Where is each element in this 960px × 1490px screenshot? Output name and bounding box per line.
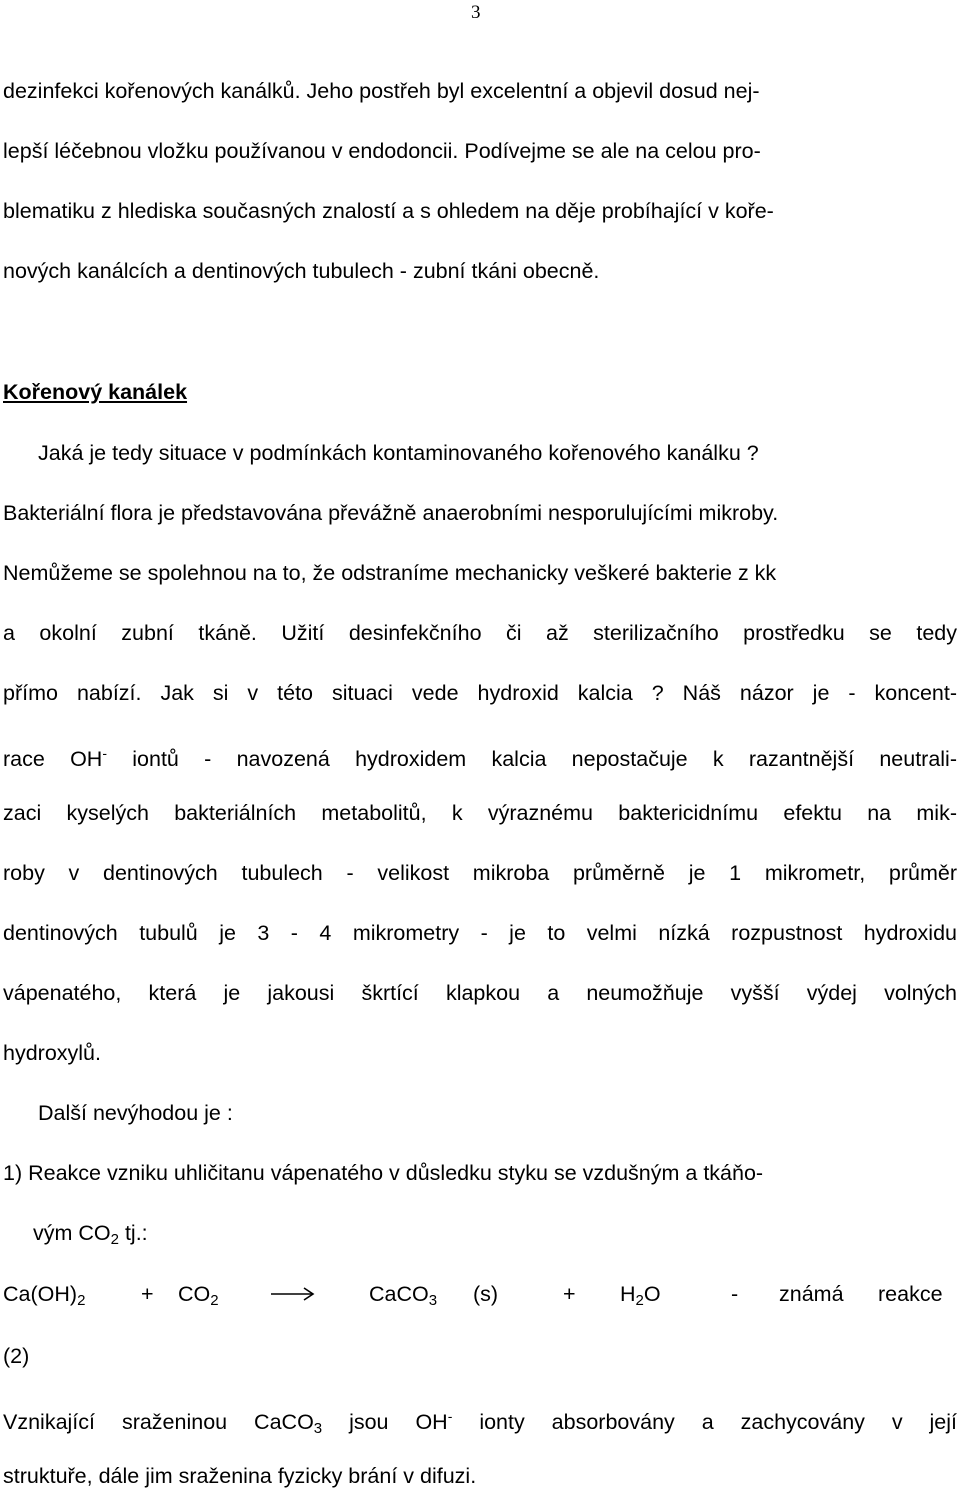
paragraph-line: dentinových tubulů je 3 - 4 mikrometry - je to velmi nízká rozpustnost hydroxidu bbox=[3, 921, 957, 945]
disadvantage-intro: Další nevýhodou je : bbox=[38, 1101, 233, 1125]
text-run: ionty absorbovány a zachycovány v její bbox=[452, 1410, 958, 1434]
equation-note: reakce bbox=[878, 1282, 943, 1306]
superscript: - bbox=[447, 1408, 453, 1424]
paragraph-line: Nemůžeme se spolehnou na to, že odstraníme mechanicky veškeré bakterie z kk bbox=[3, 561, 777, 585]
text-run: Vznikající sraženinou CaCO bbox=[3, 1410, 314, 1434]
section-heading: Kořenový kanálek bbox=[3, 380, 188, 404]
equation-plus: + bbox=[141, 1282, 154, 1306]
list-item-line bbox=[33, 1220, 148, 1253]
equation-note: známá bbox=[779, 1282, 844, 1306]
subscript: 3 bbox=[313, 1420, 323, 1437]
page-number: 3 bbox=[471, 2, 481, 23]
paragraph-line: a okolní zubní tkáně. Užití desinfekčního či až sterilizačního prostředku se tedy bbox=[3, 621, 957, 645]
paragraph-line bbox=[3, 1403, 957, 1442]
paragraph-line: hydroxylů. bbox=[3, 1041, 101, 1065]
paragraph-line: přímo nabízí. Jak si v této situaci vede hydroxid kalcia ? Náš názor je - koncent- bbox=[3, 681, 957, 705]
equation-plus: + bbox=[563, 1282, 576, 1306]
equation-product-2: $H_2O$ bbox=[620, 1282, 661, 1309]
equation-state: (s) bbox=[473, 1282, 499, 1306]
text-run: iontů - navozená hydroxidem kalcia nepostačuje k razantnější neutrali- bbox=[107, 747, 957, 771]
text-run: race OH bbox=[3, 747, 103, 771]
text-run: vým CO bbox=[33, 1221, 111, 1245]
paragraph-line: blematiku z hlediska současných znalostí a s ohledem na děje probíhající v koře- bbox=[3, 199, 774, 223]
text-run: tj.: bbox=[118, 1221, 148, 1245]
paragraph-line: lepší léčebnou vložku používanou v endodoncii. Podívejme se ale na celou pro- bbox=[3, 139, 761, 163]
paragraph-line: vápenatého, která je jakousi škrtící klapkou a neumožňuje vyšší výdej volných bbox=[3, 981, 957, 1005]
paragraph-line: Jaká je tedy situace v podmínkách kontaminovaného kořenového kanálku ? bbox=[38, 441, 759, 465]
right-arrow-icon bbox=[268, 1283, 318, 1305]
equation-number: (2) bbox=[3, 1344, 30, 1368]
paragraph-line: dezinfekci kořenových kanálků. Jeho postřeh byl excelentní a objevil dosud nej- bbox=[3, 79, 760, 103]
equation-product-1: CaCO$_3$ bbox=[369, 1282, 438, 1309]
paragraph-line: Bakteriální flora je představována převážně anaerobními nesporulujícími mikroby. bbox=[3, 501, 779, 525]
superscript: - bbox=[102, 745, 108, 761]
equation-dash: - bbox=[731, 1282, 739, 1306]
list-item-line: 1) Reakce vzniku uhličitanu vápenatého v důsledku styku se vzdušným a tkáňo- bbox=[3, 1161, 764, 1185]
paragraph-line: struktuře, dále jim sraženina fyzicky brání v difuzi. bbox=[3, 1464, 477, 1488]
subscript: 2 bbox=[110, 1231, 119, 1248]
equation-reactant-2: $CO_2$ bbox=[178, 1282, 219, 1309]
paragraph-line: nových kanálcích a dentinových tubulech - zubní tkáni obecně. bbox=[3, 259, 600, 283]
equation-reactant-1: $Ca(OH)_2$ bbox=[3, 1282, 86, 1309]
paragraph-line: zaci kyselých bakteriálních metabolitů, k výraznému baktericidnímu efektu na mik- bbox=[3, 801, 957, 825]
paragraph-line bbox=[3, 740, 957, 772]
text-run: jsou OH bbox=[322, 1410, 448, 1434]
paragraph-line: roby v dentinových tubulech - velikost mikroba průměrně je 1 mikrometr, průměr bbox=[3, 861, 957, 885]
